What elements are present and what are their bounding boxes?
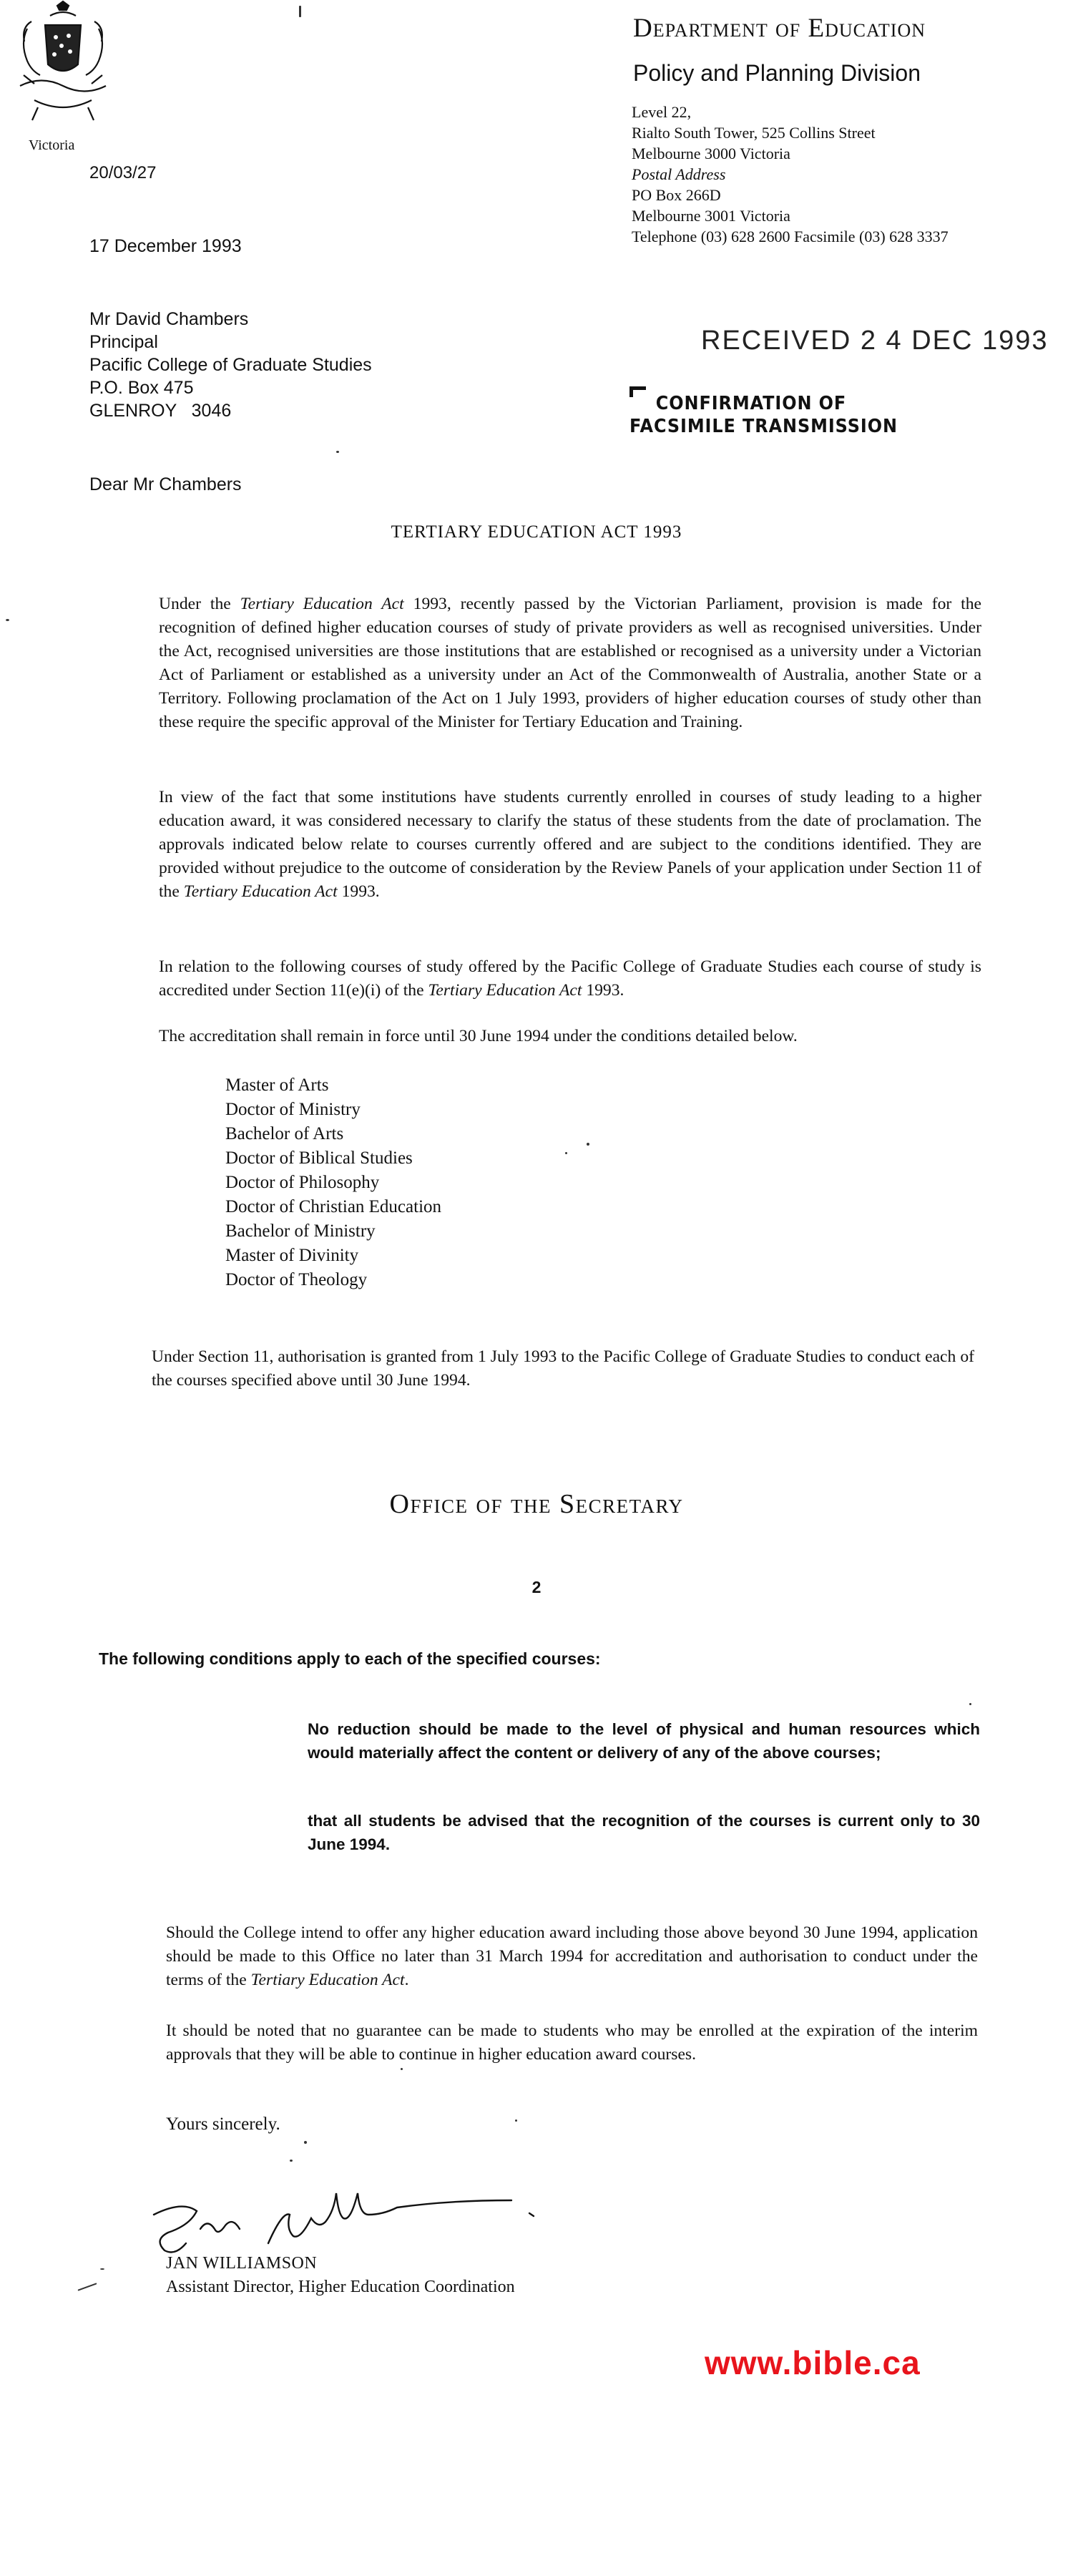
signatory-name: JAN WILLIAMSON (166, 2254, 318, 2273)
paragraph-4: The accreditation shall remain in force until 30 June 1994 under the conditions detailed below. (159, 1027, 798, 1045)
list-item: Bachelor of Ministry (225, 1221, 376, 1241)
scan-speck (290, 2160, 293, 2162)
conditions-intro: The following conditions apply to each of the specified courses: (99, 1649, 601, 1668)
letter-date: 17 December 1993 (89, 236, 242, 256)
list-item: Doctor of Theology (225, 1270, 368, 1289)
state-label: Victoria (29, 137, 75, 153)
condition-2: that all students be advised that the recognition of the courses is current only to 30 June 1994. (308, 1812, 980, 1853)
letter-title: TERTIARY EDUCATION ACT 1993 (391, 522, 682, 542)
recipient-line: Mr David Chambers (89, 309, 249, 329)
office-heading: Office of the Secretary (389, 1489, 684, 1519)
recipient-line: Principal (89, 332, 158, 352)
stamp-line: CONFIRMATION OF (655, 393, 847, 414)
recipient-line: GLENROY 3046 (89, 401, 232, 421)
salutation: Dear Mr Chambers (89, 474, 242, 494)
division-name: Policy and Planning Division (633, 60, 921, 86)
paragraph-2: In view of the fact that some institutions have students currently enrolled in courses of study leading to a higher education award, it was considered necessary to clarify the status of these students from the date of proclamation. The approvals indicated below relate to courses currently offered and are subject to the conditions identified. They are provided without prejudice to the outcome of consideration by the Review Panels of your application under Section 11 of the Tertiary Education Act 1993. (159, 788, 981, 901)
source-watermark: www.bible.ca (705, 2344, 921, 2381)
address-line: Postal Address (632, 165, 726, 183)
victoria-crest-icon (13, 0, 113, 132)
recipient-address (89, 308, 372, 422)
address-line: Telephone (03) 628 2600 Facsimile (03) 628 3337 (632, 228, 949, 245)
paragraph-6: Should the College intend to offer any higher education award including those above beyond 30 June 1994, application should be made to this Office no later than 31 March 1994 for accreditation and authorisation to conduct under the terms of the Tertiary Education Act. (166, 1923, 978, 1989)
list-item: Doctor of Biblical Studies (225, 1148, 413, 1168)
address-line: Melbourne 3000 Victoria (632, 145, 790, 162)
scan-speck (78, 2283, 97, 2290)
address-line: Rialto South Tower, 525 Collins Street (632, 124, 876, 142)
address-line: PO Box 266D (632, 186, 721, 204)
recipient-line: P.O. Box 475 (89, 378, 194, 398)
list-item: Doctor of Ministry (225, 1100, 361, 1119)
page-number: 2 (531, 1578, 542, 1596)
fax-confirmation-stamp (629, 392, 898, 438)
signatory-role: Assistant Director, Higher Education Coordination (166, 2278, 515, 2296)
address-line: Level 22, (632, 103, 692, 121)
list-item: Doctor of Christian Education (225, 1197, 442, 1216)
department-address (632, 102, 949, 247)
scan-speck (6, 619, 9, 621)
received-stamp: RECEIVED 2 4 DEC 1993 (701, 326, 1049, 356)
paragraph-7: It should be noted that no guarantee can be made to students who may be enrolled at the expiration of the interim approvals that they will be able to continue in higher education award courses. (166, 2021, 978, 2064)
scan-speck (565, 1152, 567, 1154)
list-item: Bachelor of Arts (225, 1124, 344, 1143)
scan-speck (969, 1703, 971, 1705)
scan-speck (336, 451, 339, 453)
scan-speck (100, 2268, 104, 2270)
course-list (225, 1073, 441, 1292)
department-name: Department of Education (633, 14, 926, 43)
scan-speck (587, 1143, 589, 1146)
paragraph-1: Under the Tertiary Education Act 1993, recently passed by the Victorian Parliament, provision is made for the recognition of defined higher education courses of study of private providers as well as recognised universities. Under the Act, recognised universities are those institutions that are established or recognised as a university under a Victorian Act of Parliament or established as a university under an Act of the Commonwealth of Australia, another State or a Territory. Following proclamation of the Act on 1 July 1993, providers of higher education courses of study other than these require the specific approval of the Minister for Tertiary Education and Training. (159, 595, 981, 731)
scan-speck (515, 2119, 517, 2122)
recipient-line: Pacific College of Graduate Studies (89, 355, 372, 375)
scan-speck (304, 2141, 307, 2144)
file-reference: 20/03/27 (89, 163, 157, 182)
paragraph-3: In relation to the following courses of study offered by the Pacific College of Graduate Studies each course of study is accredited under Section 11(e)(i) of the Tertiary Education Act 1993. (159, 957, 981, 1000)
list-item: Doctor of Philosophy (225, 1173, 380, 1192)
list-item: Master of Arts (225, 1075, 329, 1095)
closing-line: Yours sincerely. (166, 2114, 280, 2134)
paragraph-5: Under Section 11, authorisation is granted from 1 July 1993 to the Pacific College of Graduate Studies to conduct each of the courses specified above until 30 June 1994. (152, 1347, 974, 1390)
address-line: Melbourne 3001 Victoria (632, 207, 790, 225)
stamp-line: FACSIMILE TRANSMISSION (629, 416, 898, 437)
condition-1: No reduction should be made to the level of physical and human resources which would materially affect the content or delivery of any of the above courses; (308, 1720, 980, 1762)
scan-speck (401, 2068, 403, 2070)
scan-speck (299, 6, 301, 17)
list-item: Master of Divinity (225, 1246, 359, 1265)
